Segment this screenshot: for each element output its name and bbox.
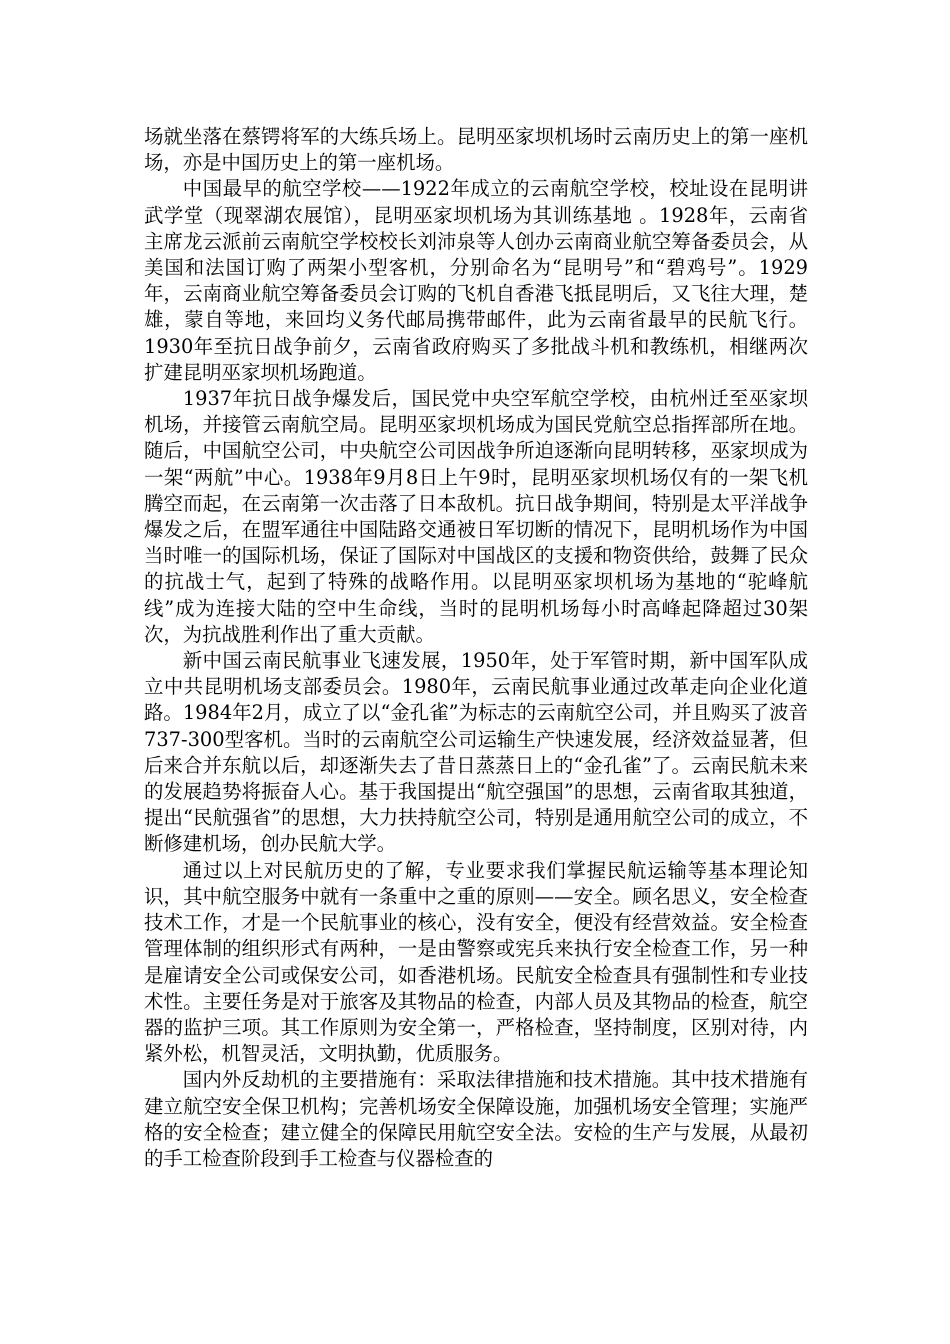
paragraph-6: 国内外反劫机的主要措施有：采取法律措施和技术措施。其中技术措施有建立航空安全保卫机构；完善机场安全保障设施，加强机场安全管理；实施严格的安全检查；建立健全的保障民用航空安全法。安检的生产与发展，从最初的手工检查阶段到手工检查与仪器检查的 bbox=[144, 1068, 808, 1170]
paragraph-5: 通过以上对民航历史的了解，专业要求我们掌握民航运输等基本理论知识，其中航空服务中就有一条重中之重的原则——安全。顾名思义，安全检查技术工作，才是一个民航事业的核心，没有安全，便没有经营效益。安全检查管理体制的组织形式有两种，一是由警察或宪兵来执行安全检查工作，另一种是雇请安全公司或保安公司，如香港机场。民航安全检查具有强制性和专业技术性。主要任务是对于旅客及其物品的检查，内部人员及其物品的检查，航空器的监护三项。其工作原则为安全第一，严格检查，坚持制度，区别对待，内紧外松，机智灵活，文明执勤，优质服务。 bbox=[144, 858, 808, 1066]
paragraph-1: 场就坐落在蔡锷将军的大练兵场上。昆明巫家坝机场时云南历史上的第一座机场，亦是中国历史上的第一座机场。 bbox=[144, 125, 808, 175]
paragraph-4: 新中国云南民航事业飞速发展，1950年，处于军管时期，新中国军队成立中共昆明机场支部委员会。1980年，云南民航事业通过改革走向企业化道路。1984年2月，成立了以“金孔雀”为标志的云南航空公司，并且购买了波音737-300型客机。当时的云南航空公司运输生产快速发展，经济效益显著，但后来合并东航以后，却逐渐失去了昔日蒸蒸日上的“金孔雀”了。云南民航未来的发展趋势将振奋人心。基于我国提出“航空强国”的思想，云南省取其独道，提出“民航强省”的思想，大力扶持航空公司，特别是通用航空公司的成立，不断修建机场，创办民航大学。 bbox=[144, 649, 808, 856]
paragraph-2: 中国最早的航空学校——1922年成立的云南航空学校，校址设在昆明讲武学堂（现翠湖农展馆），昆明巫家坝机场为其训练基地 。1928年，云南省主席龙云派前云南航空学校校长刘沛泉等人创办云南商业航空筹备委员会，从美国和法国订购了两架小型客机，分别命名为“昆明号”和“碧鸡号”。1929年，云南商业航空筹备委员会订购的飞机自香港飞抵昆明后，又飞往大理，楚雄，蒙自等地，来回均义务代邮局携带邮件，此为云南省最早的民航飞行。1930年至抗日战争前夕，云南省政府购买了多批战斗机和教练机，相继两次扩建昆明巫家坝机场跑道。 bbox=[144, 177, 808, 384]
paragraph-3: 1937年抗日战争爆发后，国民党中央空军航空学校，由杭州迁至巫家坝机场，并接管云南航空局。昆明巫家坝机场成为国民党航空总指挥部所在地。随后，中国航空公司，中央航空公司因战争所迫逐渐向昆明转移，巫家坝成为一架“两航”中心。1938年9月8日上午9时，昆明巫家坝机场仅有的一架飞机腾空而起，在云南第一次击落了日本敌机。抗日战争期间，特别是太平洋战争爆发之后，在盟军通往中国陆路交通被日军切断的情况下，昆明机场作为中国当时唯一的国际机场，保证了国际对中国战区的支援和物资供给，鼓舞了民众的抗战士气，起到了特殊的战略作用。以昆明巫家坝机场为基地的“驼峰航线”成为连接大陆的空中生命线，当时的昆明机场每小时高峰起降超过30架次，为抗战胜利作出了重大贡献。 bbox=[144, 387, 808, 646]
document-body bbox=[144, 124, 808, 1172]
